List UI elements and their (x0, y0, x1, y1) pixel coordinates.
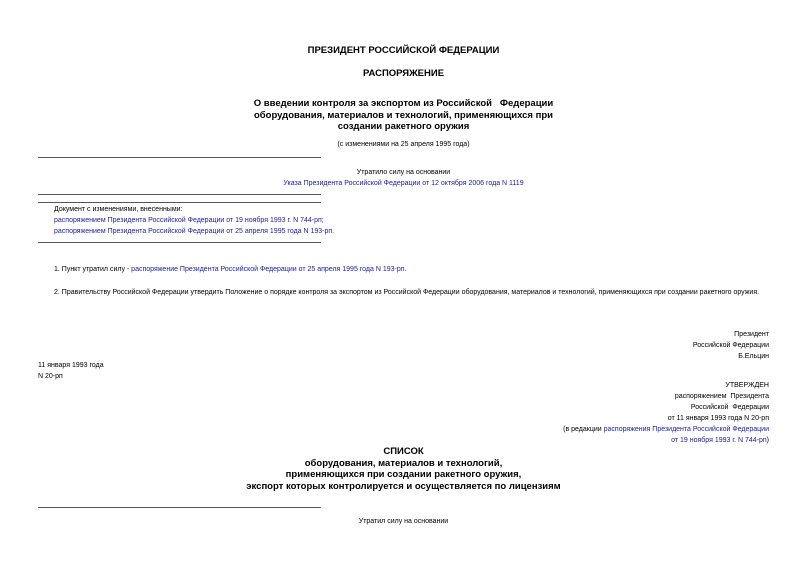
approved-by: распоряжением Президента (674, 393, 769, 400)
document-type: РАСПОРЯЖЕНИЕ (362, 68, 445, 79)
approved-edition-cont (563, 435, 769, 446)
edition-prefix: (в редакции (563, 426, 604, 433)
paragraph-1-link[interactable]: распоряжение Президента Российской Федерации от 25 апреля 1995 года N 193-рп. (131, 266, 407, 273)
document-date: 11 января 1993 года (38, 362, 104, 369)
paragraph-2: 2. Правительству Российской Федерации утвердить Положение о порядке контроля за экспортом из Российской Федерации оборудования, материалов и технологий, применяющихся при создании ракетного оружия. (54, 289, 760, 296)
paragraph-1-prefix: 1. Пункт утратил силу - (54, 266, 132, 273)
list-line-2: применяющихся при создании ракетного оружия, (285, 469, 522, 480)
divider (38, 202, 321, 203)
changes-label: Документ с изменениями, внесенными: (54, 206, 183, 213)
document-title (0, 98, 807, 133)
edition-suffix: ) (766, 437, 769, 444)
edition-link-2[interactable]: от 19 ноября 1993 г. N 744-рп (671, 437, 767, 444)
list-line-3: экспорт которых контролируется и осуществляется по лицензиям (246, 480, 561, 492)
list-heading (0, 446, 807, 492)
title-line-1: О введении контроля за экспортом из Российской Федерации (253, 98, 554, 109)
approved-heading: УТВЕРЖДЕН (725, 382, 769, 389)
title-line-2: оборудования, материалов и технологий, применяющихся при (253, 109, 553, 121)
president-heading: ПРЕЗИДЕНТ РОССИЙСКОЙ ФЕДЕРАЦИИ (307, 45, 500, 56)
changes-link-1[interactable]: распоряжением Президента Российской Федерации от 19 ноября 1993 г. N 744-рп; (54, 217, 324, 224)
signature-title: Президент (734, 331, 769, 338)
divider (38, 242, 321, 243)
approved-country: Российской Федерации (690, 404, 769, 411)
signature-block (693, 329, 769, 362)
divider (38, 157, 321, 158)
paragraph-1 (54, 266, 407, 273)
date-block (38, 360, 104, 382)
document-number: N 20-рп (38, 373, 63, 380)
divider (38, 507, 321, 508)
signature-country: Российской Федерации (692, 342, 769, 349)
lapsed-text: Утратило силу на основании (356, 169, 451, 176)
list-title: СПИСОК (383, 446, 424, 457)
lapsed-link[interactable]: Указа Президента Российской Федерации от 12 октября 2006 года N 1119 (283, 180, 524, 187)
approved-date: от 11 января 1993 года N 20-рп (667, 415, 769, 422)
approved-edition (563, 424, 769, 435)
edition-link-1[interactable]: распоряжения Президента Российской Федерации (603, 426, 769, 433)
list-line-1: оборудования, материалов и технологий, (304, 457, 503, 469)
amendments-note: (с изменениями на 25 апреля 1995 года) (337, 141, 470, 148)
approved-block (563, 380, 769, 446)
signature-name: Б.Ельцин (738, 353, 769, 360)
divider (38, 194, 321, 195)
changes-link-2[interactable]: распоряжением Президента Российской Федерации от 25 апреля 1995 года N 193-рп. (54, 228, 335, 235)
footer-lapsed: Утратил силу на основании (358, 518, 449, 525)
title-line-3: создании ракетного оружия (337, 121, 470, 132)
